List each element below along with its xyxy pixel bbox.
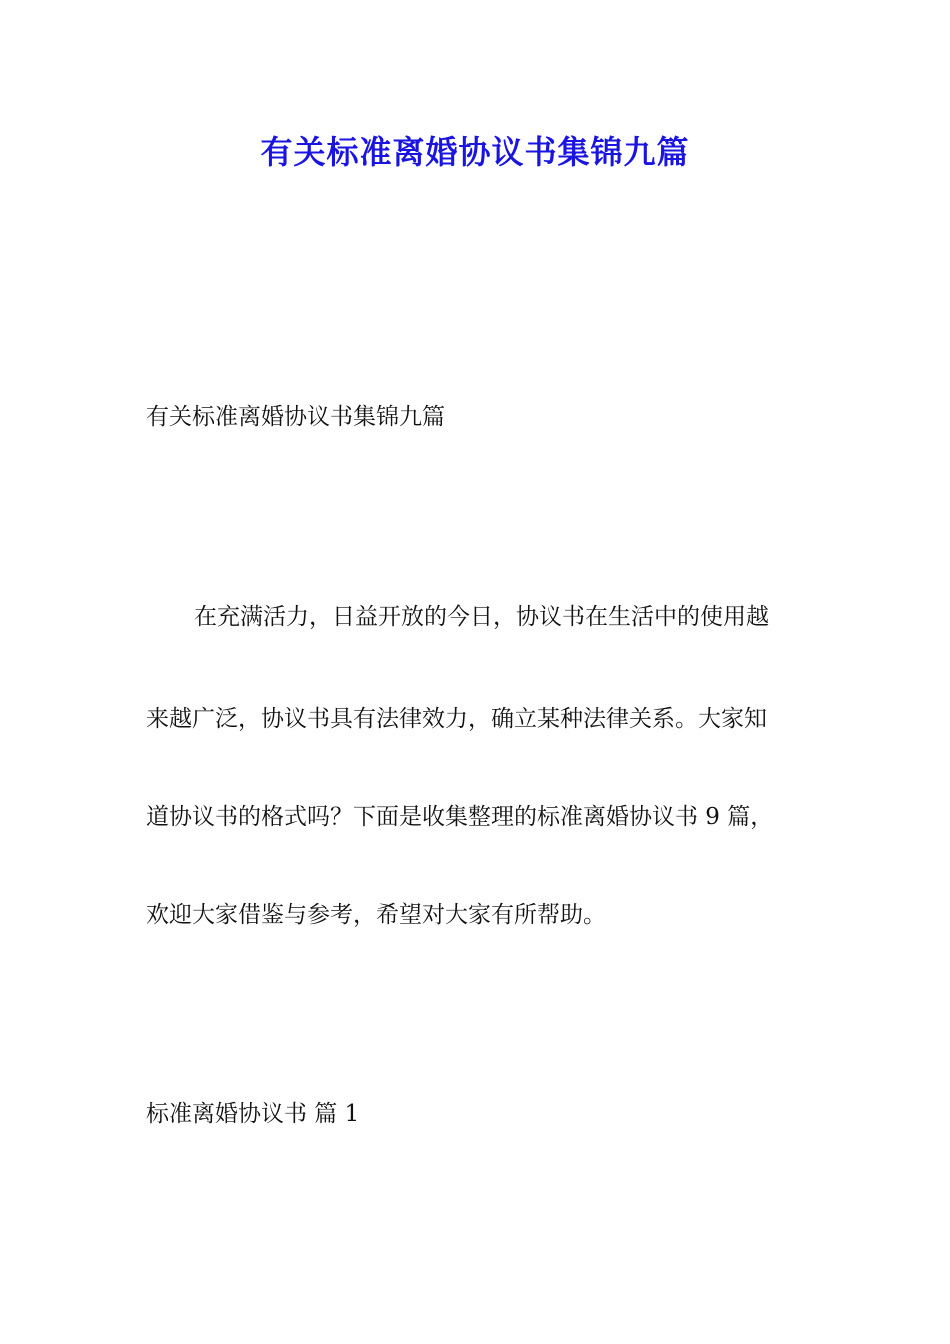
- document-subtitle: 有关标准离婚协议书集锦九篇: [146, 404, 445, 430]
- intro-paragraph-line: 欢迎大家借鉴与参考，希望对大家有所帮助。: [146, 902, 606, 928]
- section-heading: 标准离婚协议书 篇 1: [146, 1101, 360, 1127]
- intro-paragraph-line: 道协议书的格式吗？下面是收集整理的标准离婚协议书 9 篇，: [146, 804, 774, 830]
- intro-paragraph-line: 来越广泛，协议书具有法律效力，确立某种法律关系。大家知: [146, 706, 767, 732]
- document-title: 有关标准离婚协议书集锦九篇: [260, 133, 690, 171]
- intro-paragraph-line: 在充满活力，日益开放的今日，协议书在生活中的使用越: [194, 604, 769, 630]
